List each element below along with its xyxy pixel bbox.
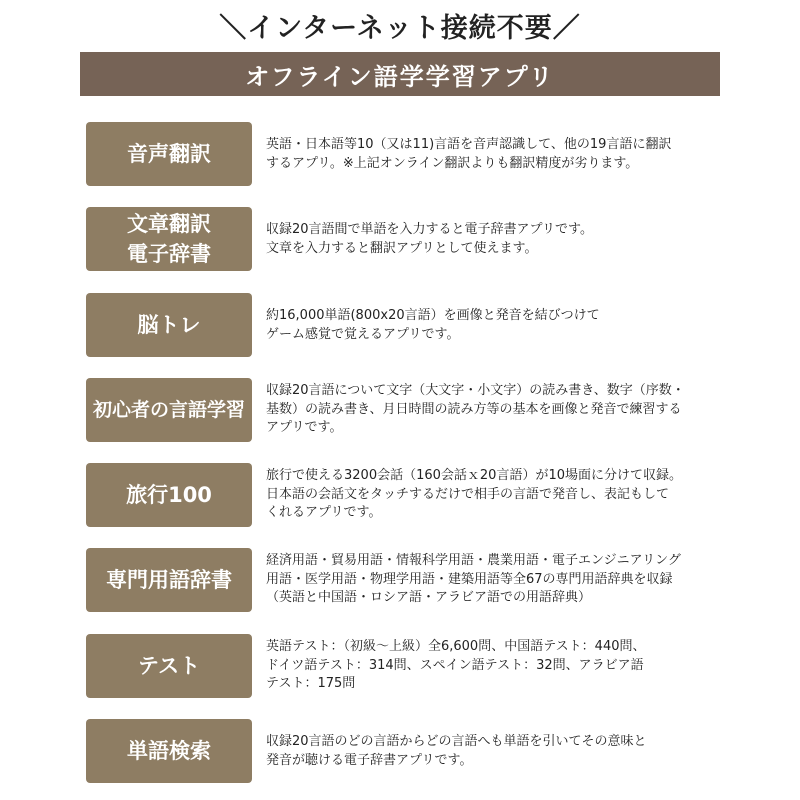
feature-description: 収録20言語のどの言語からどの言語へも単語を引いてその意味と 発音が聴ける電子辞書アプリです。	[266, 734, 647, 768]
feature-description: 約16,000単語(800x20言語）を画像と発音を結びつけて ゲーム感覚で覚えるアプリです。	[266, 308, 600, 342]
feature-label: 専門用語辞書	[86, 548, 252, 612]
feature-description: 旅行で使える3200会話（160会話ｘ20言語）が10場面に分けて収録。 日本語の会話文をタッチするだけで相手の言語で発音し、表記もして くれるアプリです。	[266, 468, 682, 520]
feature-description: 英語テスト：（初級～上級）全6,600問、中国語テスト：440問、 ドイツ語テスト：314問、スペイン語テスト：32問、アラビア語 テスト：175問	[266, 639, 646, 691]
feature-row-word-search	[0, 719, 800, 785]
feature-description: 収録20言語について文字（大文字・小文字）の読み書き、数字（序数・ 基数）の読み書き、月日時間の読み方等の基本を画像と発音で練習する アプリです。	[266, 383, 685, 435]
feature-label: 初心者の言語学習	[86, 378, 252, 442]
feature-row-voice-translation	[0, 122, 800, 188]
page-tagline: ＼インターネット接続不要／	[219, 13, 581, 44]
feature-row-brain-training	[0, 293, 800, 359]
page-banner: オフライン語学学習アプリ	[80, 52, 720, 96]
feature-label: 旅行100	[86, 463, 252, 527]
feature-label: 文章翻訳 電子辞書	[86, 207, 252, 271]
feature-label: 音声翻訳	[86, 122, 252, 186]
feature-label: テスト	[86, 634, 252, 698]
feature-description: 収録20言語間で単語を入力すると電子辞書アプリです。 文章を入力すると翻訳アプリとして使えます。	[266, 222, 593, 256]
feature-row-travel-100	[0, 463, 800, 529]
feature-label: 脳トレ	[86, 293, 252, 357]
feature-description: 経済用語・貿易用語・情報科学用語・農業用語・電子エンジニアリング 用語・医学用語・物理学用語・建築用語等全67の専門用語辞典を収録 （英語と中国語・ロシア語・アラビア語での用語辞典）	[266, 553, 681, 605]
feature-row-beginner-learning	[0, 378, 800, 444]
feature-label: 単語検索	[86, 719, 252, 783]
feature-row-technical-dictionary	[0, 548, 800, 614]
feature-row-text-translation	[0, 207, 800, 273]
feature-row-test	[0, 634, 800, 700]
feature-description: 英語・日本語等10（又は11)言語を音声認識して、他の19言語に翻訳 するアプリ。※上記オンライン翻訳よりも翻訳精度が劣ります。	[266, 137, 672, 171]
